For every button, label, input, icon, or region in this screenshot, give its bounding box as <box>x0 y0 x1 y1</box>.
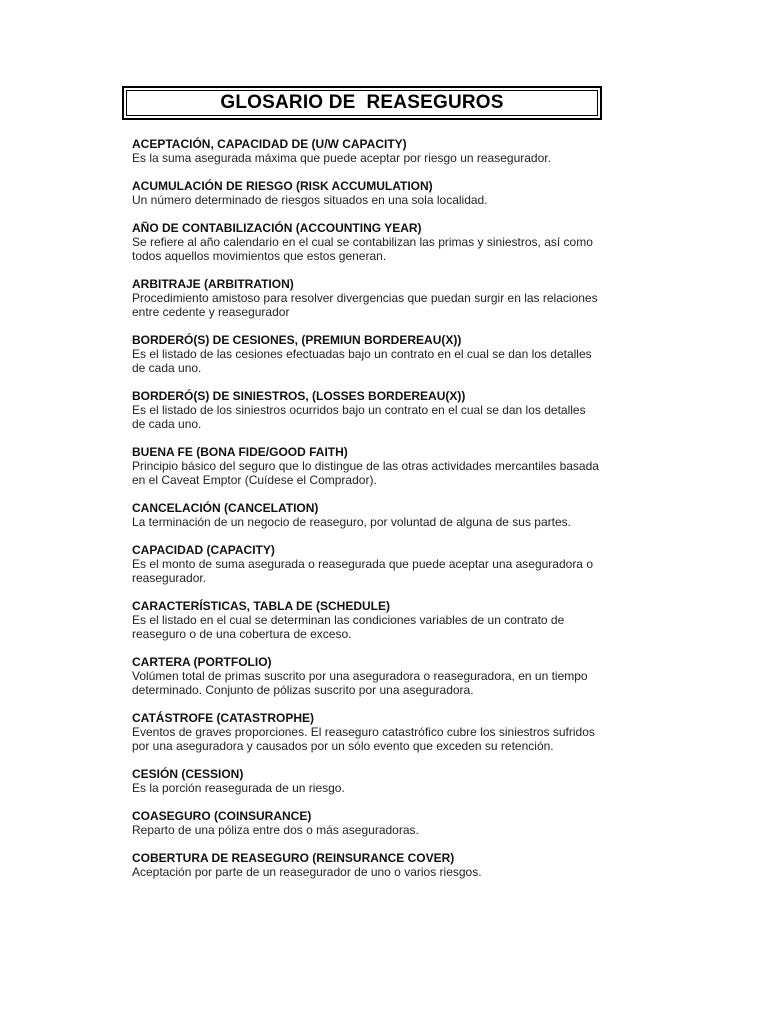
glossary-definition: Eventos de graves proporciones. El reaseguro catastrófico cubre los siniestros sufridos por una aseguradora y causados por un sólo evento que exceden su retención. <box>132 725 595 753</box>
glossary-term: CAPACIDAD (CAPACITY) <box>132 543 275 557</box>
glossary-definition: Es el listado de las cesiones efectuadas bajo un contrato en el cual se dan los detalles de cada uno. <box>132 347 592 375</box>
glossary-entry <box>132 277 602 319</box>
glossary-term: COASEGURO (COINSURANCE) <box>132 809 312 823</box>
glossary-term: AÑO DE CONTABILIZACIÓN (ACCOUNTING YEAR) <box>132 221 422 235</box>
glossary-definition: Aceptación por parte de un reasegurador de uno o varios riesgos. <box>132 865 482 879</box>
title-frame <box>122 86 602 120</box>
glossary-entry <box>132 445 602 487</box>
glossary-definition: Principio básico del seguro que lo distingue de las otras actividades mercantiles basada en el Caveat Emptor (Cuídese el Comprador). <box>132 459 599 487</box>
glossary-entry <box>132 543 602 585</box>
glossary-term: ACEPTACIÓN, CAPACIDAD DE (U/W CAPACITY) <box>132 137 407 151</box>
glossary-term: CARACTERÍSTICAS, TABLA DE (SCHEDULE) <box>132 599 390 613</box>
glossary-definition: Reparto de una póliza entre dos o más aseguradoras. <box>132 823 419 837</box>
glossary-entry <box>132 599 602 641</box>
glossary-term: CANCELACIÓN (CANCELATION) <box>132 501 319 515</box>
glossary-term: CARTERA (PORTFOLIO) <box>132 655 272 669</box>
glossary-definition: Es el listado en el cual se determinan las condiciones variables de un contrato de reaseguro o de una cobertura de exceso. <box>132 613 565 641</box>
glossary-entry <box>132 501 602 529</box>
glossary-definition: Un número determinado de riesgos situados en una sola localidad. <box>132 193 488 207</box>
glossary-definition: La terminación de un negocio de reaseguro, por voluntad de alguna de sus partes. <box>132 515 571 529</box>
glossary-entry <box>132 221 602 263</box>
glossary-term: COBERTURA DE REASEGURO (REINSURANCE COVER) <box>132 851 455 865</box>
glossary-term: ACUMULACIÓN DE RIESGO (RISK ACCUMULATION) <box>132 179 433 193</box>
glossary-entry <box>132 809 602 837</box>
glossary-term: BORDERÓ(S) DE CESIONES, (PREMIUN BORDEREAU(X)) <box>132 333 462 347</box>
glossary-definition: Procedimiento amistoso para resolver divergencias que puedan surgir en las relaciones entre cedente y reasegurador <box>132 291 598 319</box>
glossary-entry <box>132 655 602 697</box>
glossary-term: CESIÓN (CESSION) <box>132 767 244 781</box>
glossary-definition: Es el listado de los siniestros ocurridos bajo un contrato en el cual se dan los detalles de cada uno. <box>132 403 586 431</box>
glossary-entry <box>132 851 602 879</box>
glossary-entry <box>132 333 602 375</box>
glossary-term: BORDERÓ(S) DE SINIESTROS, (LOSSES BORDEREAU(X)) <box>132 389 466 403</box>
glossary-entry <box>132 767 602 795</box>
glossary-term: ARBITRAJE (ARBITRATION) <box>132 277 294 291</box>
glossary-list <box>132 137 602 893</box>
title-inner-frame <box>126 90 598 116</box>
glossary-entry <box>132 179 602 207</box>
glossary-definition: Es la suma asegurada máxima que puede aceptar por riesgo un reasegurador. <box>132 151 551 165</box>
glossary-term: CATÁSTROFE (CATASTROPHE) <box>132 711 314 725</box>
glossary-entry <box>132 711 602 753</box>
glossary-definition: Se refiere al año calendario en el cual se contabilizan las primas y siniestros, así como todos aquellos movimientos que estos generan. <box>132 235 593 263</box>
glossary-term: BUENA FE (BONA FIDE/GOOD FAITH) <box>132 445 348 459</box>
glossary-definition: Es la porción reasegurada de un riesgo. <box>132 781 345 795</box>
glossary-definition: Volúmen total de primas suscrito por una aseguradora o reaseguradora, en un tiempo determinado. Conjunto de pólizas suscrito por una aseguradora. <box>132 669 588 697</box>
glossary-definition: Es el monto de suma asegurada o reasegurada que puede aceptar una aseguradora o reasegurador. <box>132 557 593 585</box>
page-title: GLOSARIO DE REASEGUROS <box>220 92 504 113</box>
glossary-entry <box>132 137 602 165</box>
glossary-entry <box>132 389 602 431</box>
